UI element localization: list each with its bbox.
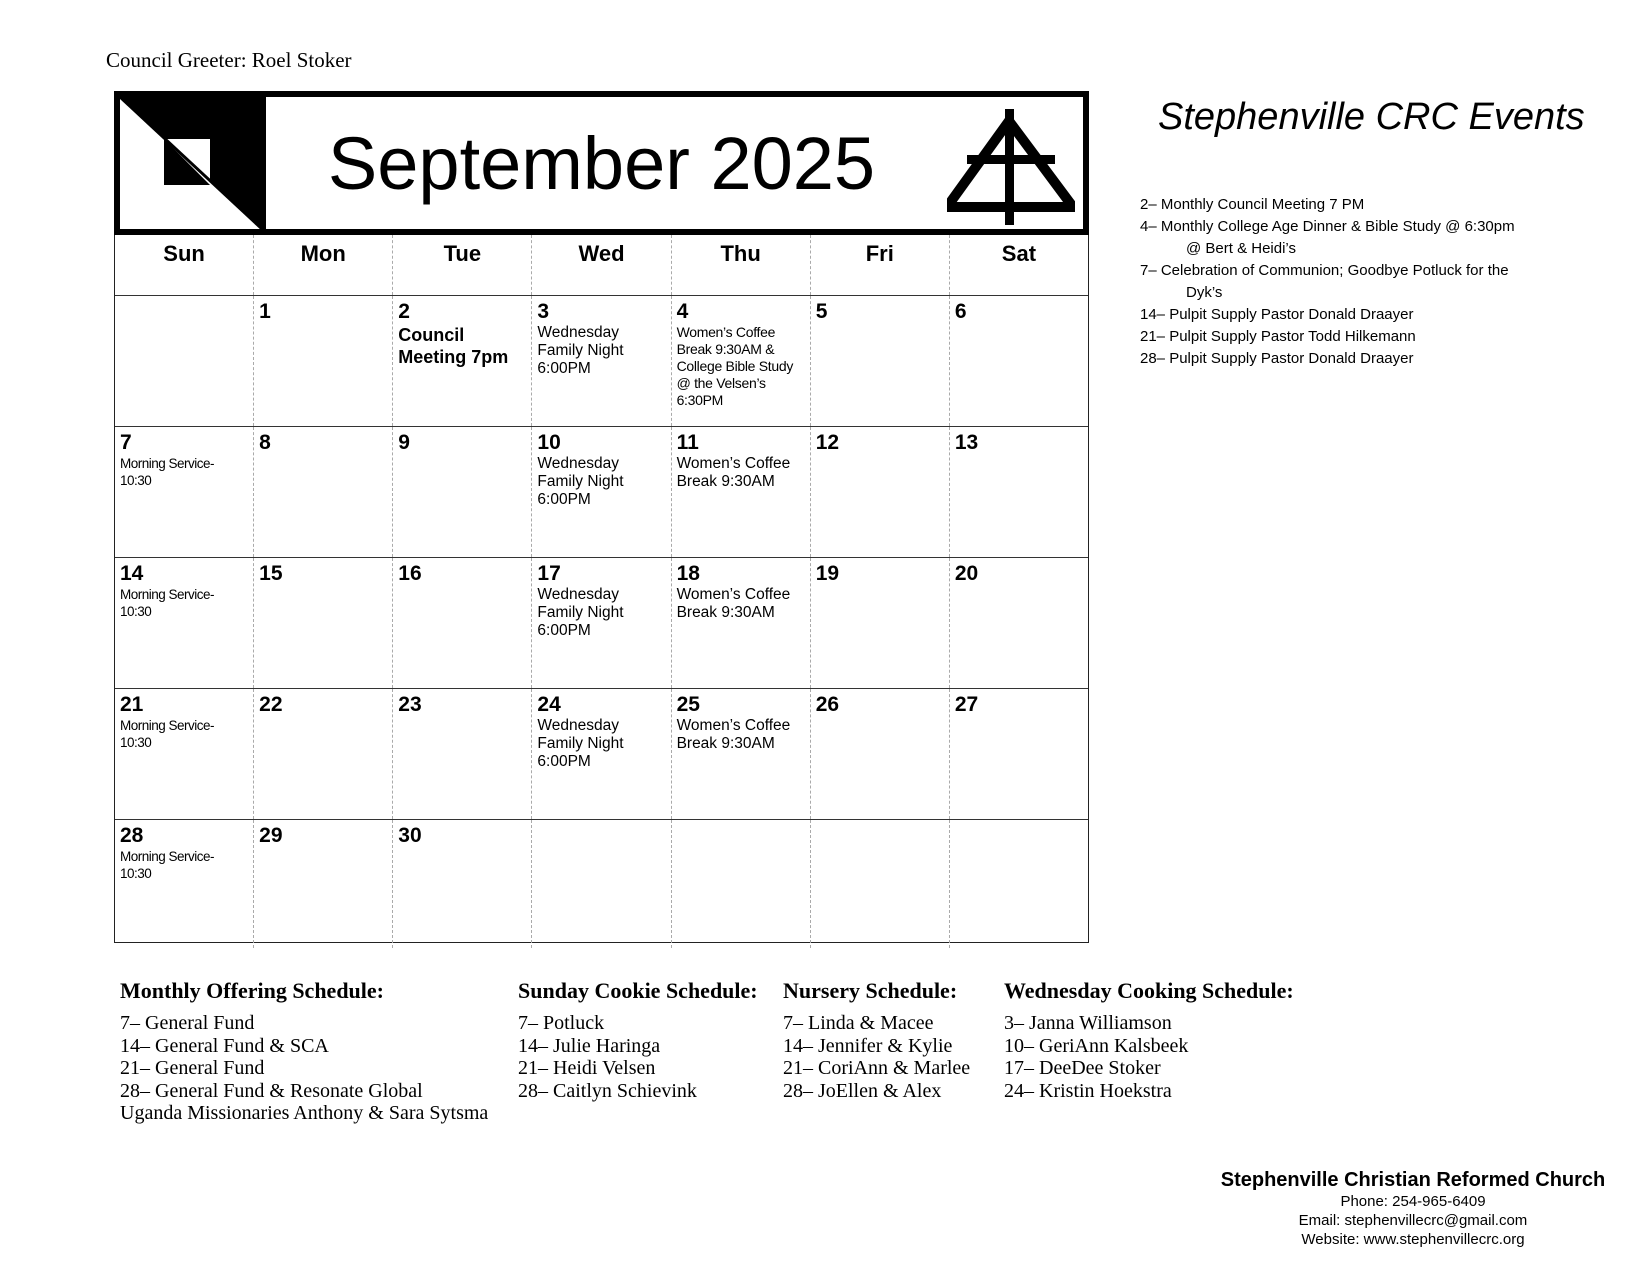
- events-title: Stephenville CRC Events: [1158, 96, 1585, 138]
- schedule-block: [518, 978, 758, 1102]
- schedule-item: 3– Janna Williamson: [1004, 1012, 1172, 1034]
- day-cell: [115, 427, 254, 557]
- weekday-tue: Tue: [393, 235, 532, 295]
- church-name: Stephenville Christian Reformed Church: [1220, 1169, 1606, 1191]
- day-cell: [950, 296, 1088, 426]
- day-cell: [532, 820, 671, 948]
- weekday-mon: Mon: [254, 235, 393, 295]
- day-cell: [115, 558, 254, 688]
- date-number: 2: [398, 300, 410, 323]
- day-cell: [393, 427, 532, 557]
- calendar-grid: [114, 235, 1089, 943]
- date-number: 30: [398, 824, 422, 847]
- day-cell: [950, 689, 1088, 819]
- day-cell: [393, 296, 532, 426]
- calendar-event: Council Meeting 7pm: [398, 325, 509, 367]
- schedule-item: 28– JoEllen & Alex: [783, 1079, 942, 1102]
- calendar-event: Wednesday Family Night 6:00PM: [537, 586, 624, 639]
- schedule-item: Uganda Missionaries Anthony & Sara Sytsma: [120, 1102, 489, 1124]
- date-number: 5: [815, 300, 828, 323]
- day-cell: [115, 689, 254, 819]
- event-text: 7– Celebration of Communion; Goodbye Potluck for the: [1140, 262, 1509, 279]
- date-number: 10: [537, 431, 561, 454]
- week-row: [115, 820, 1088, 948]
- schedule-item: 14– General Fund & SCA: [120, 1034, 329, 1057]
- calendar-event: Morning Service- 10:30: [120, 587, 215, 619]
- header-divider: [262, 97, 266, 229]
- day-cell: [811, 427, 950, 557]
- day-cell: [393, 689, 532, 819]
- weekday-thu: Thu: [672, 235, 811, 295]
- day-cell: [811, 689, 950, 819]
- week-row: [115, 427, 1088, 558]
- schedule-item: 7– Linda & Macee: [783, 1012, 934, 1034]
- day-cell: [811, 558, 950, 688]
- weekday-header-row: [115, 235, 1088, 296]
- date-number: 12: [815, 431, 840, 454]
- calendar-event: Wednesday Family Night 6:00PM: [537, 717, 624, 770]
- date-number: 18: [676, 562, 700, 585]
- day-cell: [950, 427, 1088, 557]
- event-text-continued: Dyk’s: [1186, 284, 1223, 301]
- date-number: 28: [120, 824, 144, 847]
- date-number: 22: [259, 693, 283, 716]
- week-row: [115, 689, 1088, 820]
- council-greeter: Council Greeter: Roel Stoker: [106, 48, 352, 72]
- event-item: [1140, 260, 1640, 304]
- day-cell: [532, 427, 671, 557]
- schedule-item: 21– CoriAnn & Marlee: [783, 1057, 971, 1079]
- day-cell: [950, 820, 1088, 948]
- event-text: 21– Pulpit Supply Pastor Todd Hilkemann: [1140, 328, 1416, 345]
- event-item: [1140, 194, 1640, 216]
- date-number: 19: [815, 562, 840, 585]
- day-cell: [254, 558, 393, 688]
- date-number: 16: [398, 562, 422, 585]
- day-cell: [254, 689, 393, 819]
- day-cell: [672, 689, 811, 819]
- day-cell: [811, 296, 950, 426]
- day-cell: [950, 558, 1088, 688]
- day-cell: [672, 820, 811, 948]
- schedule-item: 21– General Fund: [120, 1057, 265, 1079]
- calendar-event: Wednesday Family Night 6:00PM: [537, 455, 624, 508]
- date-number: 11: [676, 431, 699, 454]
- schedule-block: [120, 978, 488, 1125]
- day-cell: [254, 820, 393, 948]
- weekday-fri: Fri: [811, 235, 950, 295]
- weekday-sun: Sun: [115, 235, 254, 295]
- church-website: Website: www.stephenvillecrc.org: [1301, 1231, 1525, 1248]
- date-number: 27: [954, 693, 979, 716]
- event-text: 28– Pulpit Supply Pastor Donald Draayer: [1140, 350, 1414, 367]
- event-item: [1140, 348, 1640, 370]
- calendar-event: Morning Service- 10:30: [120, 718, 215, 750]
- crc-cross-triangle-icon: [947, 107, 1075, 225]
- event-item: [1140, 304, 1640, 326]
- day-cell: [532, 558, 671, 688]
- date-number: 7: [120, 431, 132, 454]
- calendar: [114, 91, 1089, 943]
- day-cell: [811, 820, 950, 948]
- date-number: 21: [120, 693, 144, 716]
- event-text: 4– Monthly College Age Dinner & Bible Study @ 6:30pm: [1140, 218, 1515, 235]
- event-text: 2– Monthly Council Meeting 7 PM: [1140, 196, 1365, 213]
- event-text-continued: @ Bert & Heidi’s: [1186, 240, 1296, 257]
- schedule-item: 21– Heidi Velsen: [518, 1057, 656, 1079]
- calendar-event: Women’s Coffee Break 9:30AM: [676, 455, 791, 490]
- event-item: [1140, 326, 1640, 348]
- date-number: 24: [537, 693, 561, 716]
- day-cell: [254, 296, 393, 426]
- schedule-item: 14– Julie Haringa: [518, 1034, 661, 1057]
- calendar-event: Women’s Coffee Break 9:30AM: [676, 586, 791, 621]
- day-cell: [115, 296, 254, 426]
- church-email: Email: stephenvillecrc@gmail.com: [1298, 1212, 1528, 1229]
- day-cell: [532, 296, 671, 426]
- schedule-item: 24– Kristin Hoekstra: [1004, 1079, 1172, 1102]
- day-cell: [532, 689, 671, 819]
- calendar-event: Wednesday Family Night 6:00PM: [537, 324, 624, 377]
- date-number: 17: [537, 562, 561, 585]
- calendar-event: Morning Service- 10:30: [120, 849, 215, 881]
- schedule-item: 7– Potluck: [518, 1012, 605, 1034]
- date-number: 1: [259, 300, 271, 323]
- weekday-sat: Sat: [1001, 241, 1037, 266]
- schedule-title: Monthly Offering Schedule:: [120, 978, 384, 1003]
- week-row: [115, 296, 1088, 427]
- date-number: 29: [259, 824, 283, 847]
- day-cell: [672, 558, 811, 688]
- week-row: [115, 558, 1088, 689]
- schedule-title: Nursery Schedule:: [783, 978, 958, 1003]
- month-title: September 2025: [327, 122, 876, 205]
- weekday-wed: Wed: [532, 235, 671, 295]
- event-text: 14– Pulpit Supply Pastor Donald Draayer: [1140, 306, 1414, 323]
- calendar-event: Women’s Coffee Break 9:30AM & College Bible Study @ the Velsen’s 6:30PM: [676, 324, 794, 408]
- schedule-item: 7– General Fund: [120, 1012, 255, 1034]
- calendar-header: [114, 91, 1089, 235]
- date-number: 15: [259, 562, 283, 585]
- schedule-item: 28– General Fund & Resonate Global: [120, 1079, 423, 1102]
- schedule-block: [1004, 978, 1294, 1102]
- event-item: [1140, 216, 1640, 260]
- date-number: 23: [398, 693, 422, 716]
- day-cell: [393, 558, 532, 688]
- date-number: 9: [398, 431, 410, 454]
- calendar-event: Women’s Coffee Break 9:30AM: [676, 717, 791, 752]
- events-list: [1140, 194, 1640, 370]
- church-phone: Phone: 254-965-6409: [1340, 1193, 1486, 1210]
- schedule-title: Sunday Cookie Schedule:: [518, 978, 758, 1003]
- date-number: 26: [815, 693, 840, 716]
- date-number: 20: [954, 562, 979, 585]
- calendar-event: Morning Service- 10:30: [120, 456, 215, 488]
- date-number: 4: [676, 300, 689, 323]
- schedule-title: Wednesday Cooking Schedule:: [1004, 978, 1294, 1003]
- date-number: 8: [259, 431, 271, 454]
- date-number: 6: [954, 300, 967, 323]
- date-number: 14: [120, 562, 144, 585]
- day-cell: [672, 427, 811, 557]
- quilt-block-logo: [120, 97, 262, 229]
- weeks-container: [115, 296, 1088, 948]
- day-cell: [115, 820, 254, 948]
- schedule-item: 28– Caitlyn Schievink: [518, 1079, 697, 1102]
- church-footer: [1203, 1168, 1623, 1249]
- day-cell: [393, 820, 532, 948]
- schedule-item: 14– Jennifer & Kylie: [783, 1034, 953, 1057]
- schedule-item: 10– GeriAnn Kalsbeek: [1004, 1034, 1189, 1057]
- date-number: 3: [537, 300, 550, 323]
- date-number: 13: [954, 431, 979, 454]
- day-cell: [254, 427, 393, 557]
- date-number: 25: [676, 693, 700, 716]
- day-cell: [672, 296, 811, 426]
- schedule-item: 17– DeeDee Stoker: [1004, 1057, 1161, 1079]
- schedule-block: [783, 978, 970, 1102]
